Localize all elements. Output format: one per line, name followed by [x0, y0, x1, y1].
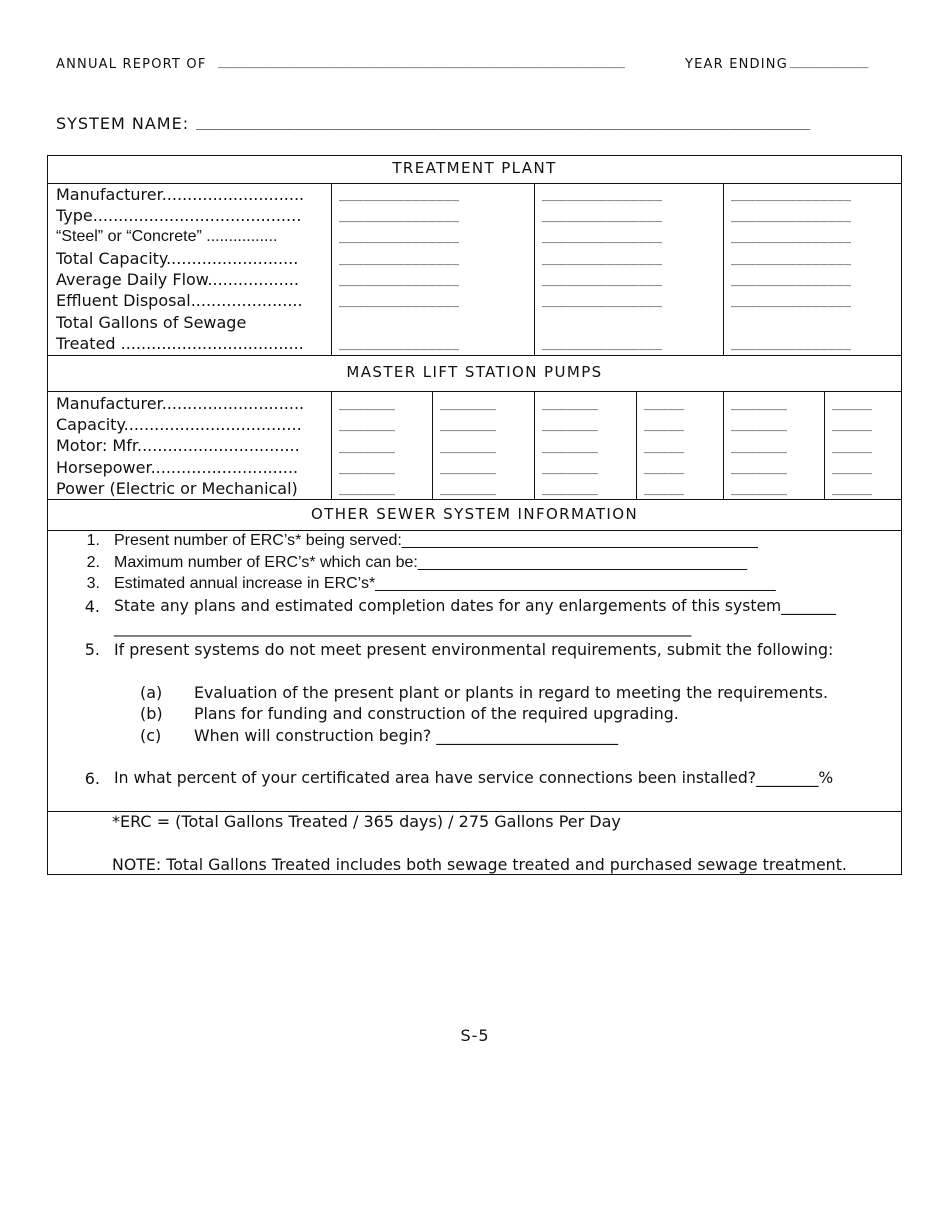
item-number: 3.: [86, 575, 100, 592]
treatment-plant-title: TREATMENT PLANT: [392, 159, 557, 177]
tp-label-total-capacity: Total Capacity..........................: [56, 249, 299, 268]
lift-station-blank[interactable]: _____: [832, 439, 873, 454]
lift-station-blank[interactable]: _______: [542, 396, 599, 411]
lift-station-blank[interactable]: _______: [731, 439, 788, 454]
treatment-plant-blank[interactable]: _______________: [731, 336, 852, 351]
lift-station-blank[interactable]: _______: [542, 417, 599, 432]
subitem-label: (c): [140, 726, 162, 745]
other-info-title: OTHER SEWER SYSTEM INFORMATION: [310, 505, 639, 523]
subitem-label: (b): [140, 704, 163, 723]
year-ending-field[interactable]: __________: [790, 54, 869, 69]
system-name-field[interactable]: ____________________________________________________________________: [196, 112, 811, 130]
tp-label-manufacturer: Manufacturer............................: [56, 185, 305, 204]
lift-station-blank[interactable]: _______: [339, 460, 396, 475]
ls-label-horsepower: Horsepower.............................: [56, 458, 299, 477]
tp-label-effluent-disposal: Effluent Disposal......................: [56, 291, 303, 310]
ls-label-motor-mfr: Motor: Mfr................................: [56, 436, 300, 455]
treatment-plant-blank[interactable]: _______________: [339, 187, 460, 202]
lift-station-blank[interactable]: _______: [731, 396, 788, 411]
treatment-plant-blank[interactable]: _______________: [731, 251, 852, 266]
tp-label-total-gallons: Total Gallons of Sewage: [56, 313, 247, 332]
ls-label-manufacturer: Manufacturer............................: [56, 394, 305, 413]
lift-station-blank[interactable]: _____: [644, 417, 685, 432]
lift-station-blank[interactable]: _____: [644, 439, 685, 454]
lift-station-blank[interactable]: _______: [542, 460, 599, 475]
annual-report-field[interactable]: ____________________________________________________: [218, 54, 625, 69]
tp-label-average-daily-flow: Average Daily Flow..................: [56, 270, 299, 289]
lift-station-blank[interactable]: _______: [542, 439, 599, 454]
lift-station-title: MASTER LIFT STATION PUMPS: [346, 363, 603, 381]
lift-station-blank[interactable]: _____: [644, 460, 685, 475]
treatment-plant-blank[interactable]: _______________: [542, 272, 663, 287]
treatment-plant-blank[interactable]: _______________: [339, 251, 460, 266]
subitem-funding: Plans for funding and construction of the required upgrading.: [194, 704, 679, 723]
item-service-connections[interactable]: In what percent of your certificated area have service connections been installed?________%: [114, 769, 834, 787]
ls-label-power: Power (Electric or Mechanical): [56, 479, 298, 498]
erc-formula-note: *ERC = (Total Gallons Treated / 365 days) / 275 Gallons Per Day: [112, 812, 621, 831]
treatment-plant-blank[interactable]: _______________: [339, 293, 460, 308]
subitem-label: (a): [140, 683, 163, 702]
lift-station-blank[interactable]: _______: [440, 460, 497, 475]
lift-station-blank[interactable]: _______: [339, 417, 396, 432]
item-number: 5.: [84, 640, 100, 659]
treatment-plant-blank[interactable]: _______________: [339, 208, 460, 223]
lift-station-blank[interactable]: _____: [644, 481, 685, 496]
lift-station-blank[interactable]: _______: [339, 396, 396, 411]
item-number: 4.: [84, 597, 100, 616]
item-number: 6.: [84, 769, 100, 788]
tp-label-type: Type.........................................: [56, 206, 302, 225]
ls-label-capacity: Capacity...................................: [56, 415, 302, 434]
item-erc-served[interactable]: Present number of ERC’s* being served:________________________________________: [114, 532, 758, 549]
item-enlargement-plans-cont[interactable]: ___________________________________________________________________________: [114, 619, 692, 637]
lift-station-blank[interactable]: _____: [832, 417, 873, 432]
treatment-plant-blank[interactable]: _______________: [731, 272, 852, 287]
lift-station-blank[interactable]: _______: [542, 481, 599, 496]
lift-station-blank[interactable]: _______: [339, 439, 396, 454]
annual-report-label: ANNUAL REPORT OF: [56, 57, 207, 72]
treatment-plant-blank[interactable]: _______________: [542, 336, 663, 351]
lift-station-blank[interactable]: _______: [731, 417, 788, 432]
year-ending-label: YEAR ENDING: [685, 57, 788, 72]
subitem-evaluation: Evaluation of the present plant or plants in regard to meeting the requirements.: [194, 683, 828, 702]
tp-label-steel-concrete: “Steel” or “Concrete” ................: [56, 228, 278, 245]
treatment-plant-blank[interactable]: _______________: [542, 187, 663, 202]
lift-station-blank[interactable]: _______: [731, 460, 788, 475]
lift-station-blank[interactable]: _______: [440, 439, 497, 454]
treatment-plant-blank[interactable]: _______________: [731, 293, 852, 308]
lift-station-blank[interactable]: _______: [440, 481, 497, 496]
treatment-plant-blank[interactable]: _______________: [542, 208, 663, 223]
treatment-plant-blank[interactable]: _______________: [339, 336, 460, 351]
subitem-construction-begin[interactable]: When will construction begin? _______________________: [194, 726, 618, 745]
lift-station-blank[interactable]: _____: [832, 481, 873, 496]
item-enlargement-plans[interactable]: State any plans and estimated completion dates for any enlargements of this system_______: [114, 597, 836, 615]
item-erc-max[interactable]: Maximum number of ERC’s* which can be:_____________________________________: [114, 554, 748, 571]
treatment-plant-blank[interactable]: _______________: [339, 272, 460, 287]
treatment-plant-blank[interactable]: _______________: [542, 251, 663, 266]
lift-station-blank[interactable]: _______: [339, 481, 396, 496]
item-erc-increase[interactable]: Estimated annual increase in ERC’s*_____________________________________________: [114, 575, 776, 592]
treatment-plant-blank[interactable]: _______________: [731, 187, 852, 202]
treatment-plant-blank[interactable]: _______________: [731, 229, 852, 244]
treatment-plant-blank[interactable]: _______________: [542, 293, 663, 308]
total-gallons-note: NOTE: Total Gallons Treated includes both sewage treated and purchased sewage treatment.: [112, 855, 847, 874]
treatment-plant-blank[interactable]: _______________: [542, 229, 663, 244]
item-number: 1.: [86, 532, 100, 549]
treatment-plant-blank[interactable]: _______________: [731, 208, 852, 223]
lift-station-blank[interactable]: _______: [440, 417, 497, 432]
item-environmental-requirements: If present systems do not meet present environmental requirements, submit the following:: [114, 640, 834, 659]
system-name-label: SYSTEM NAME:: [56, 114, 190, 133]
treatment-plant-blank[interactable]: _______________: [339, 229, 460, 244]
tp-label-treated: Treated ....................................: [56, 334, 304, 353]
sewer-report-form: [47, 155, 902, 875]
page-number: S-5: [460, 1026, 490, 1045]
lift-station-blank[interactable]: _____: [644, 396, 685, 411]
lift-station-blank[interactable]: _____: [832, 396, 873, 411]
lift-station-blank[interactable]: _____: [832, 460, 873, 475]
lift-station-blank[interactable]: _______: [440, 396, 497, 411]
item-number: 2.: [86, 554, 100, 571]
lift-station-blank[interactable]: _______: [731, 481, 788, 496]
